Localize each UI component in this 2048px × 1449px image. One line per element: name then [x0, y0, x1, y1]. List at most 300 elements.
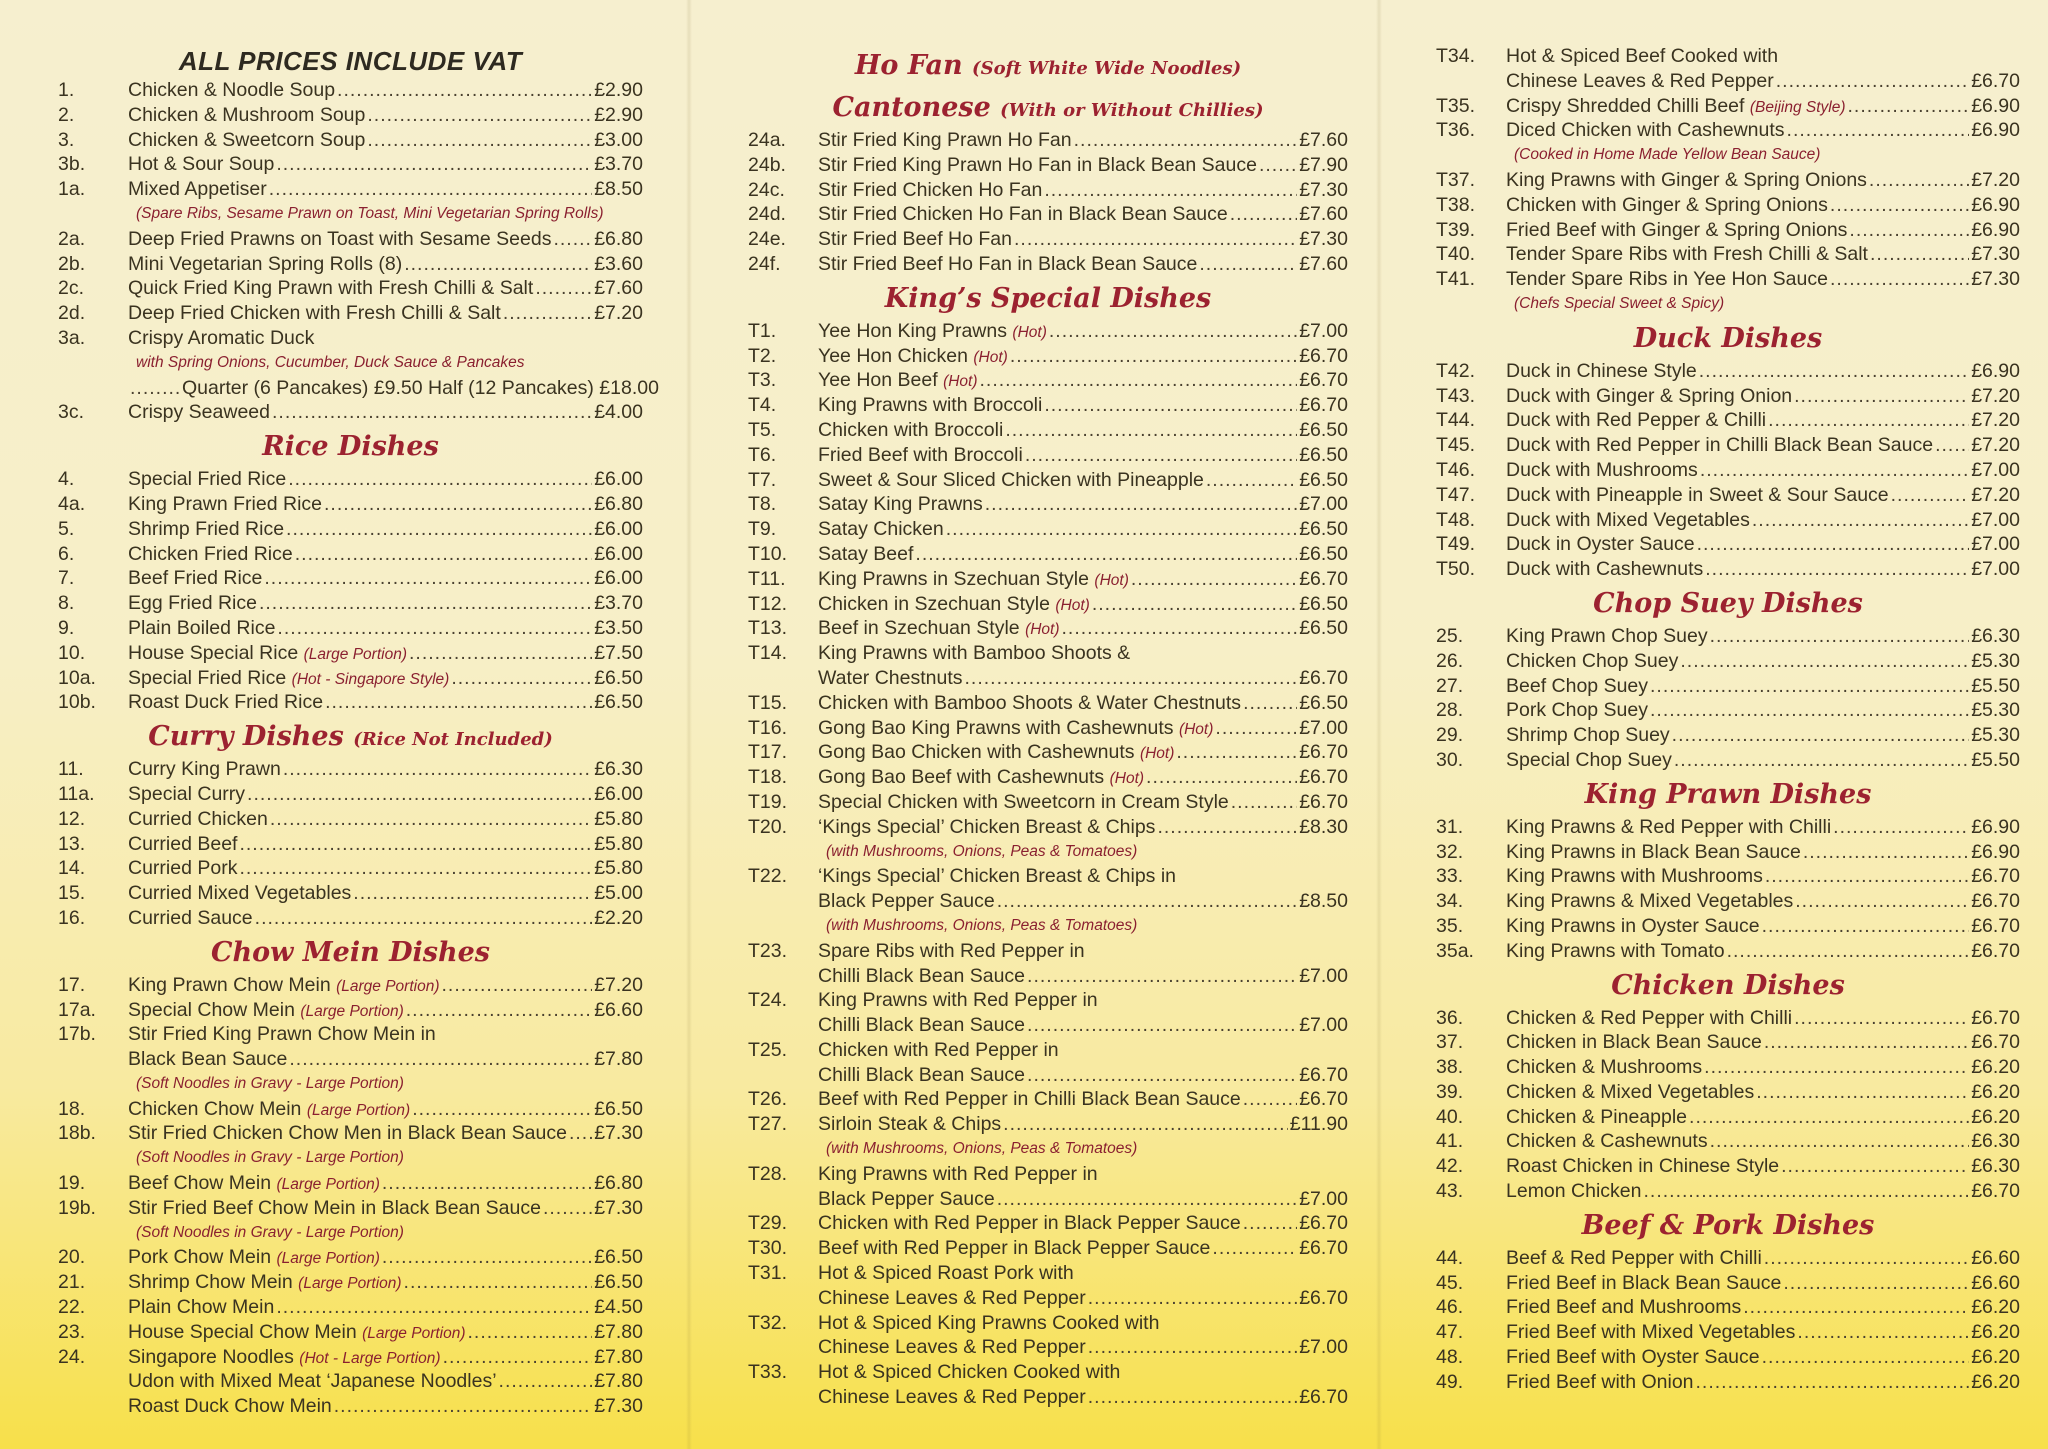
item-price: £7.00: [1299, 716, 1348, 739]
item-name: Stir Fried King Prawn Chow Mein in: [128, 1023, 436, 1046]
item-price: £6.70: [1971, 1031, 2020, 1054]
item-number: T22.: [748, 865, 788, 888]
item-name: Beef Chow Mein (Large Portion): [128, 1172, 380, 1195]
menu-item: [58, 467, 643, 492]
item-number: T45.: [1436, 434, 1476, 457]
menu-item: [748, 517, 1348, 542]
item-name: Chicken & Cashewnuts: [1506, 1130, 1708, 1153]
leader-dots: [980, 368, 1298, 393]
leader-dots: [1764, 1030, 1969, 1055]
item-number: 29.: [1436, 724, 1464, 747]
item-name: Chinese Leaves & Red Pepper: [818, 1286, 1086, 1309]
menu-item: [58, 906, 643, 931]
item-name: Fried Beef and Mushrooms: [1506, 1296, 1742, 1319]
menu-item: [1436, 359, 2020, 384]
item-number: 5.: [58, 517, 75, 540]
item-price: £5.80: [594, 857, 643, 880]
item-number: T36.: [1436, 119, 1476, 142]
leader-dots: [367, 103, 592, 128]
leader-dots: [404, 252, 592, 277]
item-name: Quick Fried King Prawn with Fresh Chilli & Salt: [128, 277, 534, 300]
item-name: Black Bean Sauce: [128, 1048, 288, 1071]
item-name: Roast Duck Fried Rice: [128, 691, 324, 714]
item-number: T46.: [1436, 458, 1476, 481]
item-name: Yee Hon Beef (Hot): [818, 369, 978, 392]
leader-dots: [503, 301, 592, 326]
leader-dots: [1672, 723, 1970, 748]
menu-item: [748, 542, 1348, 567]
item-price: £7.60: [594, 277, 643, 300]
menu-item: [748, 153, 1348, 178]
item-tag: (Hot): [1178, 720, 1214, 738]
item-number: 40.: [1436, 1105, 1464, 1128]
item-price: £7.20: [1971, 168, 2020, 191]
leader-dots: [1710, 1129, 1970, 1154]
menu-item: [748, 202, 1348, 227]
item-number: 4.: [58, 468, 75, 491]
leader-dots: [1756, 1080, 1969, 1105]
section-title: Cantonese: [832, 92, 991, 123]
leader-dots: [247, 782, 592, 807]
menu-item: [58, 782, 643, 807]
menu-item: [748, 1261, 1348, 1286]
item-number: 30.: [1436, 748, 1464, 771]
item-price: £7.20: [1971, 384, 2020, 407]
menu-item: [748, 368, 1348, 393]
item-name: King Prawns with Red Pepper in: [818, 989, 1098, 1012]
item-name: Beef Fried Rice: [128, 567, 263, 590]
leader-dots: [1044, 178, 1297, 203]
item-number: 34.: [1436, 890, 1464, 913]
leader-dots: [1765, 864, 1969, 889]
item-price: £6.20: [1971, 1296, 2020, 1319]
item-price: £6.00: [594, 567, 643, 590]
item-name: King Prawns with Mushrooms: [1506, 865, 1763, 888]
item-name: Beef in Szechuan Style (Hot): [818, 617, 1060, 640]
item-number: T47.: [1436, 483, 1476, 506]
item-name: Chilli Black Bean Sauce: [818, 1063, 1026, 1086]
item-number: T24.: [748, 989, 788, 1012]
menu-item: [58, 641, 643, 666]
item-note: (Chefs Special Sweet & Spicy): [1514, 294, 1725, 312]
menu-item: [1436, 44, 2020, 69]
menu-item: [58, 856, 643, 881]
leader-dots: [1062, 616, 1298, 641]
item-tag: (Large Portion): [303, 645, 407, 663]
item-name: King Prawns with Ginger & Spring Onions: [1506, 168, 1867, 191]
menu-item: [1436, 1030, 2020, 1055]
item-price: £6.60: [1971, 1246, 2020, 1269]
menu-item: [1436, 267, 2020, 292]
menu-item: [1436, 218, 2020, 243]
item-number: 24a.: [748, 129, 786, 151]
item-price: £11.90: [1289, 1113, 1348, 1136]
item-name: Tender Spare Ribs in Yee Hon Sauce: [1506, 268, 1828, 291]
item-number: T10.: [748, 542, 788, 565]
item-price: £5.80: [594, 832, 643, 855]
menu-item: [1436, 94, 2020, 119]
leader-dots: [535, 276, 592, 301]
item-name: Water Chestnuts: [818, 666, 963, 689]
menu-item: [1436, 864, 2020, 889]
item-name: Hot & Spiced Beef Cooked with: [1506, 45, 1779, 67]
item-name: Special Fried Rice: [128, 468, 287, 491]
item-tag: (Hot): [1025, 621, 1060, 639]
menu-item: [58, 1270, 643, 1295]
item-price: £7.60: [1299, 203, 1348, 226]
item-price: £6.70: [1299, 766, 1348, 789]
item-name: Fried Beef with Ginger & Spring Onions: [1506, 218, 1848, 241]
section-heading: [748, 86, 1348, 128]
menu-item: [748, 128, 1348, 153]
item-price: £6.50: [1299, 542, 1348, 565]
item-price: £6.70: [1971, 939, 2020, 962]
item-name: Crispy Seaweed: [128, 401, 270, 424]
leader-dots: [997, 1187, 1297, 1212]
item-number: T6.: [748, 443, 777, 466]
menu-item: [748, 1385, 1348, 1410]
menu-item: [748, 889, 1348, 914]
menu-item: [1436, 840, 2020, 865]
item-number: 8.: [58, 592, 75, 615]
section-heading: [1436, 1204, 2020, 1246]
item-number: 39.: [1436, 1080, 1464, 1103]
menu-item: [1436, 1006, 2020, 1031]
leader-dots: [1727, 939, 1970, 964]
item-name: Chicken & Pineapple: [1506, 1105, 1688, 1128]
leader-dots: [1199, 252, 1297, 277]
leader-dots: [499, 1369, 593, 1394]
item-number: 11.: [58, 758, 84, 781]
item-price: £6.30: [1971, 1155, 2020, 1178]
item-number: T9.: [748, 518, 777, 541]
menu-item: [748, 418, 1348, 443]
item-price: £3.50: [594, 616, 643, 639]
item-number: T19.: [748, 790, 788, 813]
leader-dots: [404, 1270, 593, 1295]
item-price: £7.80: [594, 1345, 643, 1368]
item-number: T14.: [748, 642, 788, 665]
item-name: ‘Kings Special’ Chicken Breast & Chips in: [818, 865, 1177, 888]
item-price: £6.70: [1971, 914, 2020, 937]
item-number: 10.: [58, 641, 86, 664]
item-tag: (Large Portion): [300, 1002, 404, 1020]
item-number: 47.: [1436, 1321, 1464, 1344]
menu-item: [58, 1320, 643, 1345]
item-price: £6.70: [1971, 890, 2020, 913]
item-price: £7.30: [594, 1122, 643, 1145]
leader-dots: [1025, 443, 1297, 468]
menu-item: [748, 1162, 1348, 1187]
item-price: £7.60: [1299, 252, 1348, 275]
menu-item: [1436, 1295, 2020, 1320]
item-name: Stir Fried King Prawn Ho Fan in Black Bean Sauce: [818, 153, 1257, 176]
item-price: £6.70: [1299, 1063, 1348, 1086]
menu-item: [1436, 1080, 2020, 1105]
item-name: Stir Fried Beef Ho Fan in Black Bean Sauce: [818, 252, 1198, 275]
item-name: Chicken Chop Suey: [1506, 649, 1679, 672]
leader-dots: [1003, 1112, 1288, 1137]
item-number: T23.: [748, 939, 788, 962]
item-price: £6.50: [1299, 691, 1348, 714]
item-name: Duck with Ginger & Spring Onion: [1506, 384, 1793, 407]
item-price: £6.50: [594, 691, 643, 714]
item-name: Duck with Mixed Vegetables: [1506, 508, 1750, 531]
item-price: £7.00: [1299, 493, 1348, 516]
item-name: Diced Chicken with Cashewnuts: [1506, 119, 1785, 142]
menu-item: [1436, 557, 2020, 582]
item-number: T4.: [748, 394, 777, 417]
item-price: £6.20: [1971, 1105, 2020, 1128]
item-name: King Prawn Fried Rice: [128, 492, 322, 515]
leader-dots: [543, 1196, 592, 1221]
leader-dots: [1752, 508, 1969, 533]
menu-item: [1436, 69, 2020, 94]
item-name: Chicken & Red Pepper with Chilli: [1506, 1006, 1793, 1029]
item-price: £5.30: [1971, 649, 2020, 672]
menu-item: [1436, 624, 2020, 649]
leader-dots: [1005, 418, 1297, 443]
menu-item: [1436, 1055, 2020, 1080]
item-name: Duck with Mushrooms: [1506, 458, 1698, 481]
section-heading: [58, 425, 643, 467]
menu-item: [748, 790, 1348, 815]
menu-item: [58, 517, 643, 542]
item-number: 3c.: [58, 401, 85, 424]
item-name: Shrimp Chop Suey: [1506, 724, 1670, 747]
item-name: Chinese Leaves & Red Pepper: [818, 1336, 1086, 1359]
item-price: £6.60: [594, 998, 643, 1021]
leader-dots: [1768, 408, 1969, 433]
leader-dots: [382, 1171, 592, 1196]
item-name: Mixed Appetiser: [128, 178, 267, 201]
item-name: Duck with Red Pepper in Chilli Black Bean Sauce: [1506, 434, 1934, 457]
section-subtitle: (With or Without Chillies): [1000, 100, 1264, 121]
leader-dots: [286, 517, 592, 542]
item-number: 43.: [1436, 1180, 1464, 1203]
item-price: £6.70: [1299, 394, 1348, 417]
item-name: Shrimp Fried Rice: [128, 517, 285, 540]
menu-item: [1436, 1370, 2020, 1395]
leader-dots: [997, 889, 1297, 914]
leader-dots: [406, 998, 592, 1023]
menu-item: [748, 641, 1348, 666]
leader-dots: [1710, 624, 1970, 649]
leader-dots: [1830, 267, 1969, 292]
item-number: 24f.: [748, 252, 781, 275]
item-price: £7.30: [594, 1395, 643, 1418]
menu-item: [1436, 1320, 2020, 1345]
item-name: Duck in Chinese Style: [1506, 359, 1697, 382]
item-number: T28.: [748, 1162, 788, 1185]
item-number: T12.: [748, 592, 788, 615]
item-name: House Special Rice (Large Portion): [128, 641, 407, 664]
leader-dots: [130, 376, 180, 401]
leader-dots: [264, 566, 592, 591]
item-price: £7.30: [1299, 178, 1348, 201]
leader-dots: [1644, 1179, 1970, 1204]
menu-item: [748, 740, 1348, 765]
prices-include-vat-heading: ALL PRICES INCLUDE VAT: [178, 46, 523, 76]
item-name: Crispy Aromatic Duck: [128, 326, 315, 349]
item-name: Stir Fried King Prawn Ho Fan: [818, 129, 1072, 151]
leader-dots: [277, 616, 592, 641]
item-price: £7.90: [1299, 153, 1348, 176]
item-number: T42.: [1436, 359, 1476, 382]
item-price: £6.50: [594, 666, 643, 689]
item-name: Shrimp Chow Mein (Large Portion): [128, 1271, 402, 1294]
leader-dots: [1783, 1271, 1969, 1296]
item-name: Special Curry: [128, 782, 246, 805]
item-name: Hot & Spiced Roast Pork with: [818, 1262, 1074, 1285]
item-name: Roast Duck Chow Mein: [128, 1395, 332, 1418]
item-name: Yee Hon Chicken (Hot): [818, 344, 1008, 367]
item-price: £8.30: [1299, 815, 1348, 838]
item-number: T8.: [748, 493, 777, 516]
item-number: T49.: [1436, 533, 1476, 556]
leader-dots: [276, 1295, 592, 1320]
item-name: King Prawns with Red Pepper in: [818, 1162, 1098, 1185]
item-price: £6.70: [1299, 666, 1348, 689]
item-name: Mini Vegetarian Spring Rolls (8): [128, 252, 403, 275]
item-number: 33.: [1436, 865, 1464, 888]
item-tag: (Hot - Singapore Style): [291, 670, 450, 688]
item-name: Pork Chop Suey: [1506, 699, 1648, 722]
item-price: £6.90: [1971, 119, 2020, 142]
item-number: T39.: [1436, 218, 1476, 241]
menu-item: [58, 757, 643, 782]
menu-item: [1436, 815, 2020, 840]
item-tag: (Hot): [1109, 770, 1145, 788]
item-name: Plain Chow Mein: [128, 1296, 275, 1319]
menu-item: [748, 567, 1348, 592]
menu-item: [58, 252, 643, 277]
item-price: £4.00: [594, 401, 643, 424]
item-price: £5.50: [1971, 748, 2020, 771]
section-subtitle: (Soft White Wide Noodles): [972, 58, 1242, 79]
item-price: £7.30: [1299, 228, 1348, 251]
item-tag: (Hot): [943, 373, 978, 391]
item-tag: (Large Portion): [276, 1176, 380, 1194]
leader-dots: [1848, 94, 1970, 119]
item-price: £6.70: [1299, 1286, 1348, 1309]
leader-dots: [1206, 468, 1297, 493]
item-name: Satay Beef: [818, 542, 914, 565]
item-number: T31.: [748, 1262, 788, 1285]
item-name: Duck with Red Pepper & Chilli: [1506, 409, 1767, 432]
leader-dots: [1131, 567, 1297, 592]
item-price: £6.30: [1971, 1130, 2020, 1153]
section-title: Beef & Pork Dishes: [1581, 1209, 1875, 1241]
leader-dots: [946, 517, 1297, 542]
leader-dots: [1212, 1236, 1297, 1261]
item-name: Chilli Black Bean Sauce: [818, 1014, 1026, 1037]
leader-dots: [239, 856, 592, 881]
item-price: £6.30: [1971, 624, 2020, 647]
item-number: 15.: [58, 882, 86, 905]
item-name: Chilli Black Bean Sauce: [818, 964, 1026, 987]
item-price: £7.00: [1299, 319, 1348, 342]
menu-item: [58, 690, 643, 715]
item-number: 17a.: [58, 998, 96, 1021]
leader-dots: [1764, 1246, 1969, 1271]
item-number: 19b.: [58, 1196, 96, 1219]
item-number: 32.: [1436, 840, 1464, 863]
item-number: 48.: [1436, 1346, 1464, 1369]
leader-dots: [1794, 1006, 1969, 1031]
leader-dots: [1157, 815, 1297, 840]
leader-dots: [353, 881, 592, 906]
item-price: £6.80: [594, 492, 643, 515]
item-price: £6.50: [1299, 617, 1348, 640]
leader-dots: [442, 973, 593, 998]
menu-item: [58, 128, 643, 153]
item-number: T40.: [1436, 243, 1476, 266]
leader-dots: [1689, 1105, 1969, 1130]
item-number: 19.: [58, 1172, 86, 1195]
item-price: £6.50: [1299, 468, 1348, 491]
item-tag: (Large Portion): [306, 1101, 411, 1119]
item-price: £6.20: [1971, 1370, 2020, 1393]
item-number: 21.: [58, 1271, 86, 1294]
menu-item: [748, 864, 1348, 889]
item-price: £5.80: [594, 807, 643, 830]
item-price: £5.30: [1971, 699, 2020, 722]
item-price: £6.00: [594, 468, 643, 491]
item-price: £6.70: [1971, 865, 2020, 888]
leader-dots: [1849, 218, 1969, 243]
item-number: 41.: [1436, 1130, 1464, 1153]
leader-dots: [1680, 649, 1969, 674]
menu-item: [1436, 483, 2020, 508]
item-number: 2c.: [58, 277, 85, 300]
item-tag: (Hot): [1055, 596, 1090, 614]
menu-column-2: [748, 44, 1348, 1410]
menu-item: [58, 103, 643, 128]
item-name: Hot & Spiced Chicken Cooked with: [818, 1361, 1121, 1384]
item-name: Beef Chop Suey: [1506, 674, 1649, 697]
item-number: 38.: [1436, 1056, 1464, 1079]
item-name: Chicken & Mushroom Soup: [128, 103, 366, 126]
item-price: £6.50: [594, 1271, 643, 1294]
menu-item: [58, 616, 643, 641]
leader-dots: [1088, 1385, 1297, 1410]
item-price: £6.50: [594, 1097, 643, 1120]
leader-dots: [1176, 740, 1297, 765]
item-tag: (Hot): [973, 348, 1008, 366]
item-price: £8.50: [594, 178, 643, 201]
leader-dots: [1794, 384, 1969, 409]
section-title: Chow Mein Dishes: [210, 936, 490, 968]
item-name: Tender Spare Ribs with Fresh Chilli & Salt: [1506, 243, 1868, 266]
item-number: 31.: [1436, 815, 1464, 838]
leader-dots: [1699, 359, 1969, 384]
item-number: T44.: [1436, 409, 1476, 432]
item-number: T33.: [748, 1361, 788, 1384]
menu-item: [748, 1112, 1348, 1137]
leader-dots: [1781, 1154, 1969, 1179]
menu-item: [748, 468, 1348, 493]
menu-item: [58, 1097, 643, 1122]
leader-dots: [324, 492, 592, 517]
leader-dots: [965, 666, 1298, 691]
menu-item: [748, 616, 1348, 641]
item-price: £7.20: [594, 302, 643, 325]
leader-dots: [1776, 69, 1969, 94]
item-name: Chicken in Black Bean Sauce: [1506, 1031, 1762, 1054]
item-price: £6.70: [1299, 344, 1348, 367]
leader-dots: [1830, 193, 1969, 218]
